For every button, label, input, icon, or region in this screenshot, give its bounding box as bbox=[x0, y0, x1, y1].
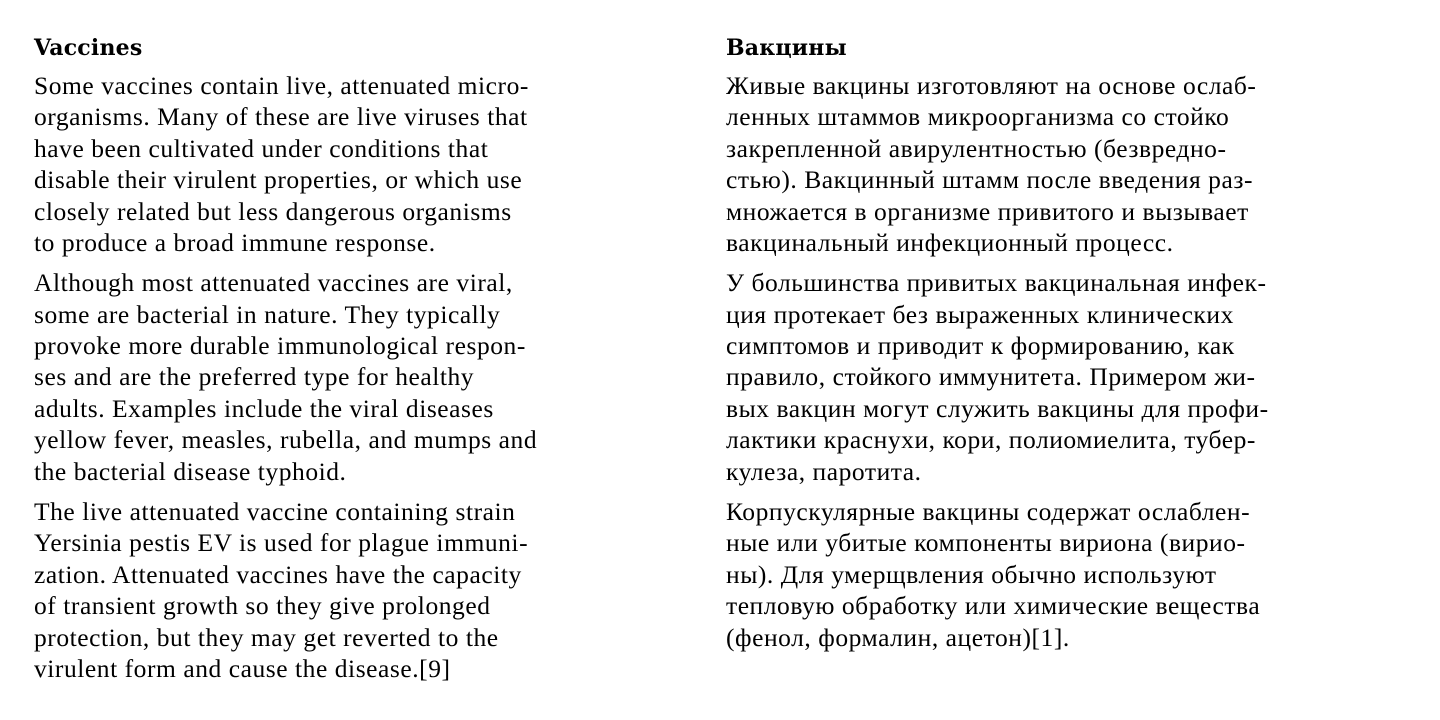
text-line: of transient growth so they give prolonged bbox=[34, 591, 491, 621]
text-line: тепловую обработку или химические вещества bbox=[726, 591, 1261, 621]
text-line: У большинства привитых вакцинальная инфек- bbox=[726, 268, 1267, 298]
text-line: Although most attenuated vaccines are viral, bbox=[34, 268, 513, 298]
text-line: симптомов и приводит к формированию, как bbox=[726, 331, 1235, 361]
english-heading: Vaccines bbox=[34, 35, 143, 61]
text-line: protection, but they may get reverted to the bbox=[34, 622, 499, 652]
text-line: organisms. Many of these are live viruses that bbox=[34, 102, 528, 132]
text-line: Живые вакцины изготовляют на основе ослаб- bbox=[726, 71, 1257, 100]
text-line: лактики краснухи, кори, полиомиелита, тубер- bbox=[726, 425, 1256, 455]
english-paragraph-2 bbox=[34, 267, 694, 487]
text-line: кулеза, паротита. bbox=[726, 456, 922, 486]
text-line: Yersinia pestis EV is used for plague immuni- bbox=[34, 528, 529, 558]
text-line: to produce a broad immune response. bbox=[34, 228, 436, 258]
text-line: ция протекает без выраженных клинических bbox=[726, 299, 1234, 329]
text-line: adults. Examples include the viral diseases bbox=[34, 393, 494, 423]
text-line: вых вакцин могут служить вакцины для профи- bbox=[726, 393, 1269, 423]
text-line: ses and are the preferred type for healthy bbox=[34, 362, 475, 392]
text-line: provoke more durable immunological respon- bbox=[34, 331, 526, 361]
english-paragraph-1 bbox=[34, 70, 694, 258]
russian-paragraph-3 bbox=[726, 496, 1416, 653]
russian-column bbox=[726, 30, 1416, 662]
text-line: virulent form and cause the disease.[9] bbox=[34, 653, 451, 683]
text-line: disable their virulent properties, or which use bbox=[34, 165, 523, 195]
text-line: вакцинальный инфекционный процесс. bbox=[726, 228, 1174, 258]
text-line: some are bacterial in nature. They typically bbox=[34, 299, 501, 329]
text-line: zation. Attenuated vaccines have the capacity bbox=[34, 559, 522, 589]
text-line: ны). Для умерщвления обычно используют bbox=[726, 559, 1217, 589]
text-line: yellow fever, measles, rubella, and mumps and bbox=[34, 425, 538, 455]
text-line: множается в организме привитого и вызывает bbox=[726, 196, 1249, 226]
text-line: (фенол, формалин, ацетон)[1]. bbox=[726, 622, 1070, 652]
text-line: закрепленной авирулентностью (безвредно- bbox=[726, 133, 1227, 163]
text-line: Корпускулярные вакцины содержат ослаблен- bbox=[726, 496, 1251, 526]
text-line: the bacterial disease typhoid. bbox=[34, 456, 347, 486]
text-line: have been cultivated under conditions that bbox=[34, 133, 489, 163]
text-line: правило, стойкого иммунитета. Примером жи- bbox=[726, 362, 1256, 392]
russian-heading: Вакцины bbox=[726, 35, 847, 61]
russian-paragraph-2 bbox=[726, 267, 1416, 487]
text-line: The live attenuated vaccine containing strain bbox=[34, 496, 516, 526]
text-line: closely related but less dangerous organisms bbox=[34, 196, 512, 226]
english-column bbox=[34, 30, 694, 693]
russian-paragraph-1 bbox=[726, 70, 1416, 258]
english-paragraph-3 bbox=[34, 496, 694, 684]
text-line: ленных штаммов микроорганизма со стойко bbox=[726, 102, 1230, 132]
text-line: Some vaccines contain live, attenuated micro- bbox=[34, 71, 529, 100]
text-line: стью). Вакцинный штамм после введения раз- bbox=[726, 165, 1253, 195]
text-line: ные или убитые компоненты вириона (вирио- bbox=[726, 528, 1246, 558]
